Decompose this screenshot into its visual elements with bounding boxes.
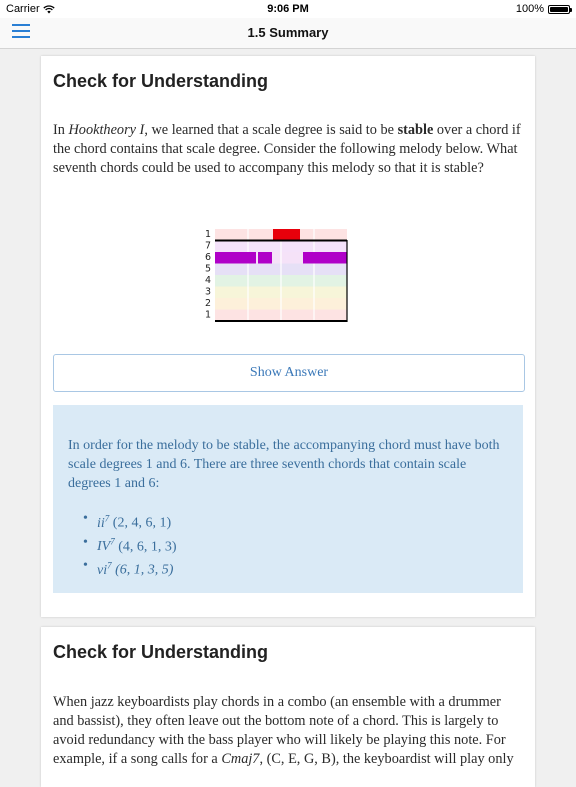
navigation-bar xyxy=(0,18,576,49)
question-paragraph: When jazz keyboardists play chords in a combo (an ensemble with a drummer and bassist), they often leave out the bottom note of a chord. This is largely to avoid redundancy with the bass player who will likely be playing this note. For example, if a song calls for a Cmaj7, (C, E, G, B), the keyboardist will play only xyxy=(53,694,514,767)
scale-degree-label: 2 xyxy=(204,298,211,309)
list-item xyxy=(83,556,177,580)
book-title: Hooktheory I xyxy=(68,122,145,138)
scale-degree-label: 5 xyxy=(204,263,211,275)
melody-note-2 xyxy=(215,252,256,264)
scale-degree-label: 4 xyxy=(204,275,211,286)
answer-panel xyxy=(53,405,523,593)
melody-note-4 xyxy=(303,252,347,264)
chord-degrees: (2, 4, 6, 1) xyxy=(109,515,172,531)
scale-degree-label: 3 xyxy=(204,286,211,298)
scale-degree-label: 1 xyxy=(204,309,211,321)
show-answer-button[interactable]: Show Answer xyxy=(53,354,525,392)
list-item xyxy=(83,533,177,557)
scale-degree-label: 7 xyxy=(204,240,211,252)
question-card xyxy=(41,56,535,617)
battery-icon xyxy=(548,5,570,14)
question-paragraph: In Hooktheory I, we learned that a scale degree is said to be stable over a chord if the chord contains that scale degree. Consider the following melody below. What seventh chords could be used to accompany this melody so that it is stable? xyxy=(53,122,521,176)
chord-symbol: Cmaj7 xyxy=(221,751,260,767)
clock: 9:06 PM xyxy=(267,3,309,15)
scale-degree-label: 6 xyxy=(204,252,211,263)
question-card xyxy=(41,627,535,787)
scale-degree-label: 1 xyxy=(204,229,211,240)
chord-name: $vi^7$ xyxy=(97,560,112,578)
card-title: Check for Understanding xyxy=(53,642,269,662)
status-bar xyxy=(0,0,576,18)
list-item xyxy=(83,509,177,533)
melody-note-3 xyxy=(258,252,272,264)
chord-degrees: (6, 1, 3, 5) xyxy=(111,562,174,578)
chord-name: $IV^7$ xyxy=(97,536,115,555)
chord-degrees: (4, 6, 1, 3) xyxy=(114,539,177,555)
card-title: Check for Understanding xyxy=(53,71,269,91)
melody-piano-roll xyxy=(199,227,349,324)
keyword-stable: stable xyxy=(397,122,434,138)
carrier-label: Carrier xyxy=(6,3,40,15)
page-title: 1.5 Summary xyxy=(247,25,329,40)
battery-percent: 100% xyxy=(515,3,544,15)
chord-name: $ii^7$ xyxy=(97,513,110,531)
answer-text: In order for the melody to be stable, the accompanying chord must have both scale degrees 1 and 6. There are three seventh chords that contain scale degrees 1 and 6: xyxy=(68,438,500,491)
chord-list xyxy=(83,509,177,580)
melody-note-1 xyxy=(273,229,300,241)
battery-indicator xyxy=(516,3,570,15)
